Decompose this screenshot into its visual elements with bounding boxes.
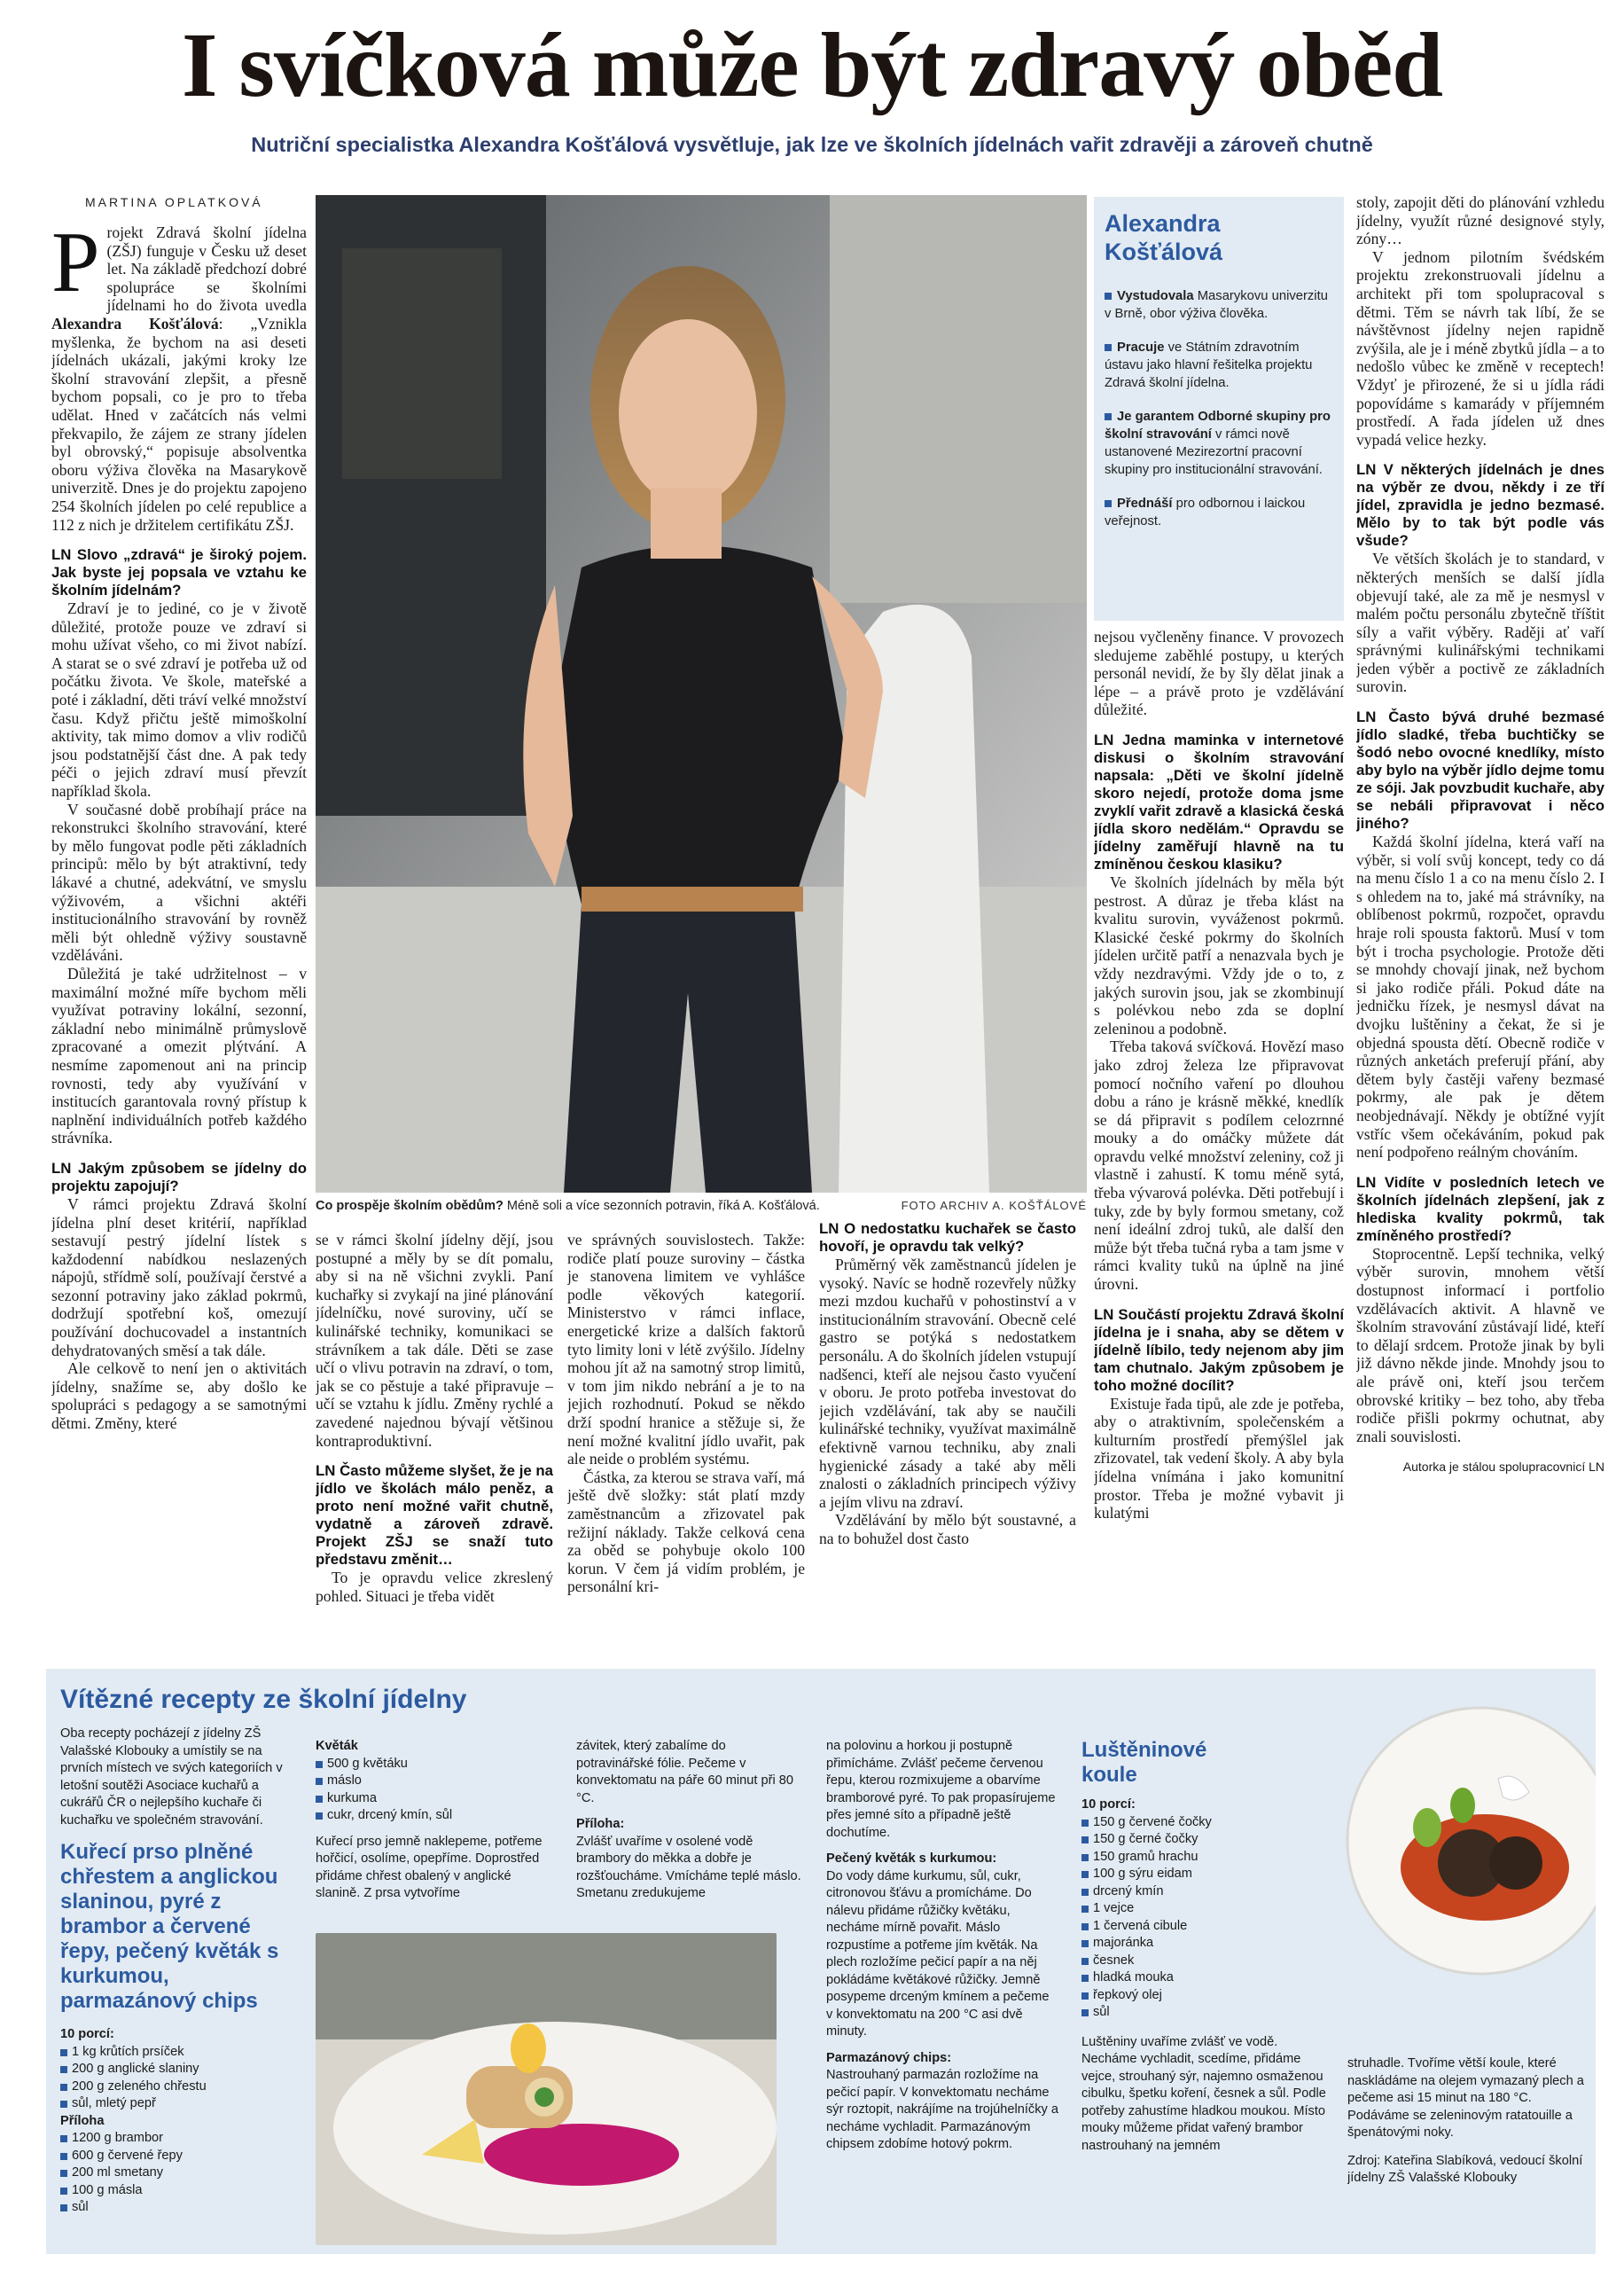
question: LN Jedna maminka v internetové diskusi o školním stravování napsala: „Děti ve školní jídelně skoro nejedí, protože doma jsme zvyklí vařit zdravě a klasická česká jídla skoro nedělám.“ Opravdu se jídelny zaměřují hlavně na tu zmíněnou českou klasiku? xyxy=(1094,731,1344,873)
recipes-intro: Oba recepty pocházejí z jídelny ZŠ Valašské Klobouky a umístily se na prvních místech ve svých kategoriích v letošní soutěži Asociace kuchařů a cukrářů ČR o nejlepšího kuchaře či kuchařku ve společném stravování. xyxy=(60,1726,283,1828)
interviewee-name: Alexandra Košťálová xyxy=(51,314,219,333)
article-column-5: nejsou vyčleněny finance. V provozech sledujeme zaběhlé postupy, u kterých personál nevidí, že by šly dělat jinak a lépe – a právě proto je vzdělávání důležité. LN Jedna maminka v internetové diskusi o školním stravování napsala: „Děti ve školní jídelně skoro nejedí, protože doma jsme zvyklí vařit zdravě a klasická česká jídla skoro nedělám.“ Opravdu se jídelny zaměřují hlavně na tu zmíněnou českou klasiku? Ve školních jídelnách by měla být pestrost. A důraz je třeba klást na kvalitu surovin, vyváženost pokrmů. Klasické české pokrmy do školních jídelen určitě patří a nenazvala bych je vždy nezdravými. Vždy jde o to, z jakých surovin jsou, jak se zkombinují s polévkou nebo zda se doplní zeleninou a podobně. Třeba taková svíčková. Hovězí maso jako zdroj železa lze připravovat pomocí nočního vaření po dlouhou dobu a ráno je krásně měkké, knedlík se dá připravit s podílem celozrnné mouky a do omáčky můžete dát opravdu velké množství zeleniny, což ji vlastně i zahustí. K tomu méně sytá, třeba vývarová polévka. Děti potřebují i tuky, zde by byly formou smetany, což není ideální zdroj tuků, ale další den může být třeba tučná ryba a tam jsme v rámci kvality tuků na úplně na jiné úrovni. LN Součástí projektu Zdravá školní jídelna je i snaha, aby se dětem v jídelně líbilo, tedy nejenom aby jim tam chutnalo. Jakým způsobem je toho možné docílit? Existuje řada tipů, ale zde je potřeba, aby o atraktivním, společenském a kulturním prostředí přemýšlel jak zřizovatel, tak vedení školy. A aby byla jídelna vnímána i jako komunitní prostor. Třeba je možné vybavit ji kulatými xyxy=(1094,628,1344,1522)
question: LN Často můžeme slyšet, že je na jídlo ve školách málo peněz, a proto není možné vařit chutně, vydatně a zároveň zdravě. Projekt ZŠJ se snaží tuto představu změnit… xyxy=(316,1462,553,1569)
answer: V současné době probíhají práce na rekonstrukci školního stravování, které by mělo fungovat podle pěti základních principů: mělo by být atraktivní, tedy lákavé a chutné, adekvátní, ve smyslu výživovém, a všichni aktéři institucionálního stravování by rovněž měli být ohledně výživy soustavně vzděláváni. xyxy=(51,800,307,965)
recipes-column-4: na polovinu a horkou ji postupně přimícháme. Zvlášť pečeme červenou řepu, kterou rozmixujeme a obarvíme bramborové pyré. To pak propasírujeme přes jemné síto a případně ještě dochutíme. Pečený květák s kurkumou: Do vody dáme kurkumu, sůl, cukr, citronovou šťávu a promícháme. Do nálevu přidáme růžičky květáku, necháme mírně povařit. Máslo rozpustíme a potřeme jím květák. Na plech rozložíme pečicí papír a na něj pokládáme květákové růžičky. Jemně posypeme drceným kmínem a pečeme v konvektomatu na 200 °C asi dvě minuty. Parmazánový chips: Nastrouhaný parmazán rozložíme na pečicí papír. V konvektomatu necháme sýr roztopit, nakrájíme na trojúhelníčky a necháme vychladit. Parmazánovým chipsem zdobíme hotový pokrm. xyxy=(826,1739,1058,2151)
ingredient-list: 1200 g brambor 600 g červené řepy 200 ml smetany 100 g másla sůl xyxy=(60,2130,300,2217)
answer: Důležitá je také udržitelnost – v maximální možné míře bychom měli využívat potraviny lokální, sezonní, základní nebo minimálně průmyslově zpracované a omezit plýtvání. A nesmíme zapomenout ani na princip rovnosti, tedy aby využívání v institucích garantovala rovný přístup k naplnění individuálních potřeb každého strávníka. xyxy=(51,964,307,1147)
dish-2-photo xyxy=(1339,1672,1596,2054)
article-column-6: stoly, zapojit děti do plánování vzhledu jídelny, využít různé designové styly, zóny… V jednom pilotním švédském projektu zrekonstruovali jídelnu a architekt při tom spolupracoval s dětmi. Těm se návrh tak líbí, že se návštěvnost jídelny nejen rapidně zvýšila, ale je i méně zbytků jídla – a to nedošlo vůbec ke změně v receptech! Vždyť je přirozené, že si u jídla rádi popovídáme s kamarády v příjemném prostředí. A řada jídelen už dnes vypadá velice hezky. LN V některých jídelnách je dnes na výběr ze dvou, někdy i ze tří jídel, zpravidla je jedno bezmasé. Mělo by to tak být podle vás všude? Ve větších školách je to standard, v některých menších se další jídla objevují také, ale za mě je nesmysl v malém počtu personálu zbytečně tříštit síly a vařit výběry. Raději ať vaří správnými kulinářskými technikami jeden výběr a poctivě ze základních surovin. LN Často bývá druhé bezmasé jídlo sladké, třeba buchtičky se šodó nebo ovocné knedlíky, místo aby bylo na výběr jídlo dejme tomu ze sóji. Jak povzbudit kuchaře, aby se nebáli připravovat i něco jiného? Každá školní jídelna, která vaří na výběr, si volí svůj koncept, tedy co dá na menu číslo 1 a co na menu číslo 2. I s ohledem na to, jaké má strávníky, na oblíbenost pokrmů, rozpočet, opravdu hraje roli spousta faktorů. Musí v tom být i trocha psychologie. Protože děti se mnohdy chovají jinak, než bychom si jako rodiče přáli. Pokud dáte na jedničku řízek, je nesmysl dávat na dvojku luštěniny a čekat, že si je objedná spousta dětí. Obecně rodiče v různých anketách preferují přání, aby dětem byly častěji vařeny bezmasé pokrmy, ale pak je dětem neobjednávají. Někdy je obtížné vyjít vstříc všem očekáváním, pokud pak není podpořeno reálným chováním. LN Vidíte v posledních letech ve školních jídelnách zlepšení, jak z hlediska kvality pokrmů, tak zmíněného prostředí? Stoprocentně. Lepší technika, velký výběr surovin, mnohem větší dostupnost informací i portfolio vzdělávacích aktivit. A hlavně ve školním stravování zůstávají lidé, kteří to dělají srdcem. Protože jinak by byli již dávno někde jinde. Mnohdy jsou to ale právě oni, kteří jsou terčem obrovské kritiky – bez toho, aby třeba rodiče přišli pokrmy ochutnat, aby znali souvislosti. Autorka je stálou spolupracovnicí LN xyxy=(1356,193,1604,1648)
bullet-icon xyxy=(1105,413,1112,420)
recipes-column-6: struhadle. Tvoříme větší koule, které naskládáme na olejem vymazaný plech a pečeme asi 15 minut na 180 °C. Podáváme se zeleninovým ratatouille a špenátovými noky. Zdroj: Kateřina Slabíková, vedoucí školní jídelny ZŠ Valašské Klobouky xyxy=(1347,2055,1587,2249)
question: LN Slovo „zdravá“ je široký pojem. Jak byste jej popsala ve vztahu ke školním jídelnám? xyxy=(51,546,307,599)
question: LN Vidíte v posledních letech ve školních jídelnách zlepšení, jak z hlediska kvality pokrmů, tak zmíněného prostředí? xyxy=(1356,1173,1604,1244)
profile-item: Pracuje ve Státním zdravotním ústavu jako hlavní řešitelka projektu Zdravá školní jídelna. xyxy=(1105,340,1313,390)
question: LN Často bývá druhé bezmasé jídlo sladké, třeba buchtičky se šodó nebo ovocné knedlíky, místo aby bylo na výběr jídlo dejme tomu ze sóji. Jak povzbudit kuchaře, aby se nebáli připravovat i něco jiného? xyxy=(1356,708,1604,833)
ingredient-list: 500 g květáku máslo kurkuma cukr, drcený kmín, sůl xyxy=(316,1756,555,1825)
bullet-icon xyxy=(1105,500,1112,507)
article-column-3: ve správných souvislostech. Takže: rodiče platí pouze suroviny – částka je stanovena limitem ve vyhlášce podle věkových kategorií. Ministerstvo v rámci inflace, energetické krize a dalších faktorů tyto limity loni v létě zvýšilo. Jídelny mohou jít až na samotný strop limitů, v tom jim nikdo nebrání a je to na jejich rozhodnutí. Pokud se někdo drží spodní hranice a stěžuje si, že není možné kvalitní jídlo uvařit, pak ale neide o problém systému. Částka, za kterou se strava vaří, má ještě dvě složky: stát platí mzdy zaměstnancům a zřizovatel pak režijní náklady. Takže celková cena za oběd se pohybuje okolo 100 korun. V čem já vidím problém, je personální kri- xyxy=(567,1231,805,1596)
intro-paragraph: Projekt Zdravá školní jídelna (ZŠJ) funguje v Česku už deset let. Na základě předchozí dobré spolupráce se školními jídelnami ho do života uvedla Alexandra Košťálová: „Vznikla myšlenka, že bychom na asi deseti jídelnách ukázali, jakými kroky lze školní stravování zlepšit, a přesně bychom popsali, co je pro to třeba udělat. Hned v začátcích nás velmi překvapilo, že zájem ze strany jídelen byl obrovský,“ popisuje absolventka oboru výživa člověka na Masarykově univerzitě. Dnes je do projektu zapojeno 254 školních jídelen po celé republice a 112 z nich je držitelem certifikátu ZŠJ. xyxy=(51,223,307,534)
portrait-illustration xyxy=(316,195,1087,1193)
recipes-column-2: Květák 500 g květáku máslo kurkuma cukr, drcený kmín, sůl Kuřecí prso jemně naklepeme, potřeme hořčicí, osolíme, opepříme. Doprostřed přidáme chřest obalený v anglické slanině. Z prsa vytvoříme xyxy=(316,1738,555,1929)
byline: MARTINA OPLATKOVÁ xyxy=(85,195,263,209)
recipe-source: Zdroj: Kateřina Slabíková, vedoucí školní jídelny ZŠ Valašské Klobouky xyxy=(1347,2153,1583,2185)
ingredient-list: 1 kg krůtích prsíček 200 g anglické slaniny 200 g zeleného chřestu sůl, mletý pepř xyxy=(60,2044,300,2113)
recipes-column-1: Oba recepty pocházejí z jídelny ZŠ Valašské Klobouky a umístily se na prvních místech ve svých kategoriích v letošní soutěži Asociace kuchařů a cukrářů ČR o nejlepšího kuchaře či kuchařku ve společném stravování. Kuřecí prso plněné chřestem a anglickou slaninou, pyré z brambor a červené řepy, pečený květák s kurkumou, parmazánový chips 10 porcí: 1 kg krůtích prsíček 200 g anglické slaniny 200 g zeleného chřestu sůl, mletý pepř Příloha 1200 g brambor 600 g červené řepy 200 ml smetany 100 g másla sůl xyxy=(60,1726,300,2249)
profile-box xyxy=(1094,197,1344,621)
question: LN Součástí projektu Zdravá školní jídelna je i snaha, aby se dětem v jídelně líbilo, tedy nejenom aby jim tam chutnalo. Jakým způsobem je toho možné docílit? xyxy=(1094,1305,1344,1394)
article-column-2: se v rámci školní jídelny dějí, jsou postupné a měly by se dít pomalu, aby si na ně všichni zvykli. Paní kuchařky si zvykají na jiné plánování jídelníčku, nové suroviny, učí se kulinářské techniky, komunikaci se strávníkem a tak dále. Děti se zase učí o vlivu potravin na zdraví, o tom, jak se co pěstuje a také připravuje – učí se vztahu k jídlu. Změny rychlé a zavedené najednou bývají většinou kontraproduktivní. LN Často můžeme slyšet, že je na jídlo ve školách málo peněz, a proto není možné vařit chutně, vydatně a zároveň zdravě. Projekt ZŠJ se snaží tuto představu změnit… To je opravdu velice zkreslený pohled. Situaci je třeba vidět xyxy=(316,1231,553,1605)
headline: I svíčková může být zdravý oběd xyxy=(181,14,1443,116)
question: LN O nedostatku kuchařek se často hovoří, je opravdu tak velký? xyxy=(819,1220,1076,1255)
article-column-4: LN O nedostatku kuchařek se často hovoří, je opravdu tak velký? Průměrný věk zaměstnanců jídelen je vysoký. Navíc se hodně rozevřely nůžky mezi mzdou kuchařů v pohostinství a v institucionálním stravování. Obecně celé gastro se potýká s nedostatkem personálu. A do školních jídelen vstupují nadšenci, kteří ale nejsou často vyučení v oboru. Je proto potřeba investovat do jejich vzdělávání, tak aby se naučili kulinářské techniky, využívat maximálně efektivně varnou techniku, aby znali hygienické zásady a také aby měli znalosti o základních principech výživy a jejím vlivu na zdraví. Vzdělávání by mělo být soustavné, a na to bohužel dost často xyxy=(819,1220,1076,1547)
article-column-1 xyxy=(51,223,307,1664)
profile-item: Je garantem Odborné skupiny pro školní stravování v rámci nově ustanovené Mezirezortní pracovní skupiny pro institucionální stravování. xyxy=(1105,410,1331,477)
profile-name: Alexandra Košťálová xyxy=(1105,210,1222,265)
dish-2-illustration xyxy=(1339,1672,1596,2054)
question: LN V některých jídelnách je dnes na výběr ze dvou, někdy i ze tří jídel, zpravidla je jedno bezmasé. Mělo by to tak být podle vás všude? xyxy=(1356,461,1604,550)
dish-1-photo xyxy=(316,1933,777,2245)
recipes-title: Vítězné recepty ze školní jídelny xyxy=(60,1685,467,1714)
bullet-icon xyxy=(1105,344,1112,351)
subheadline: Nutriční specialistka Alexandra Košťálová vysvětluje, jak lze ve školních jídelnách vařit zdravěji a zároveň chutně xyxy=(251,133,1373,156)
photo-caption: Co prospěje školním obědům? Méně soli a více sezonních potravin, říká A. Košťálová. FOTO ARCHIV A. KOŠŤÁLOVÉ xyxy=(316,1199,1087,1213)
question: LN Jakým způsobem se jídelny do projektu zapojují? xyxy=(51,1159,307,1194)
dish-1-title: Kuřecí prso plněné chřestem a anglickou slaninou, pyré z brambor a červené řepy, pečený květák s kurkumou, parmazánový chips xyxy=(60,1840,279,2013)
dropcap: P xyxy=(51,223,100,310)
recipes-column-5: Luštěninové koule 10 porcí: 150 g červené čočky 150 g černé čočky 150 gramů hrachu 100 g sýru eidam drcený kmín 1 vejce 1 červená cibule majoránka česnek hladká mouka řepkový olej sůl Luštěniny uvaříme zvlášť ve vodě. Necháme vychladit, scedíme, přidáme vejce, strouhaný sýr, najemno osmaženou cibulku, špetku koření, česnek a sůl. Podle potřeby zahustíme hladkou moukou. Místo mouky můžeme přidat vařený brambor nastrouhaný na jemném xyxy=(1081,1738,1330,2249)
photo-credit: FOTO ARCHIV A. KOŠŤÁLOVÉ xyxy=(901,1199,1087,1212)
author-note: Autorka je stálou spolupracovnicí LN xyxy=(1402,1460,1604,1475)
profile-item: Vystudovala Masarykovu univerzitu v Brně, obor výživa člověka. xyxy=(1105,289,1328,321)
ingredient-list: 150 g červené čočky 150 g černé čočky 150 gramů hrachu 100 g sýru eidam drcený kmín 1 vejce 1 červená cibule majoránka česnek hladká mouka řepkový olej sůl xyxy=(1081,1814,1330,2022)
recipes-column-3: závitek, který zabalíme do potravinářské fólie. Pečeme v konvektomatu na páře 60 minut při 80 °C. Příloha: Zvlášť uvaříme v osolené vodě brambory do měkka a dobře je rozšťoucháme. Vmícháme teplé máslo. Smetanu zredukujeme xyxy=(576,1739,801,1900)
answer: V rámci projektu Zdravá školní jídelna plní deset kritérií, například sestavují pestrý jídelní lístek s každodenní nabídkou neslazených nápojů, střídmě solí, používají čerstvé a sezonní potraviny jako základ pokrmů, dodržují spotřební koš, omezují používání dochucovadel a instantních dehydratovaných směsí a tak dále. xyxy=(51,1194,307,1359)
profile-item: Přednáší pro odbornou i laickou veřejnost. xyxy=(1105,497,1306,528)
dish-1-illustration xyxy=(316,1933,777,2245)
portrait-photo xyxy=(316,195,1087,1193)
answer: Zdraví je to jediné, co je v životě důležité, protože pouze ve zdraví si mohu užívat všeho, co mi život nabízí. A starat se o své zdraví je potřeba už od počátku života. Ve škole, mateřské a poté i základní, děti tráví velké množství času. Když přičtu ještě mimoškolní aktivity, tak mimo domov a vliv rodičů jsou podstatnější část dne. A pak tedy péči o jejich zdraví musí převzít například škola. xyxy=(51,599,307,801)
bullet-icon xyxy=(1105,293,1112,300)
dish-2-title: Luštěninové koule xyxy=(1081,1738,1207,1787)
answer: Ale celkově to není jen o aktivitách jídelny, snažíme se, aby došlo ke spolupráci s pedagogy a se samotnými dětmi. Změny, které xyxy=(51,1359,307,1433)
